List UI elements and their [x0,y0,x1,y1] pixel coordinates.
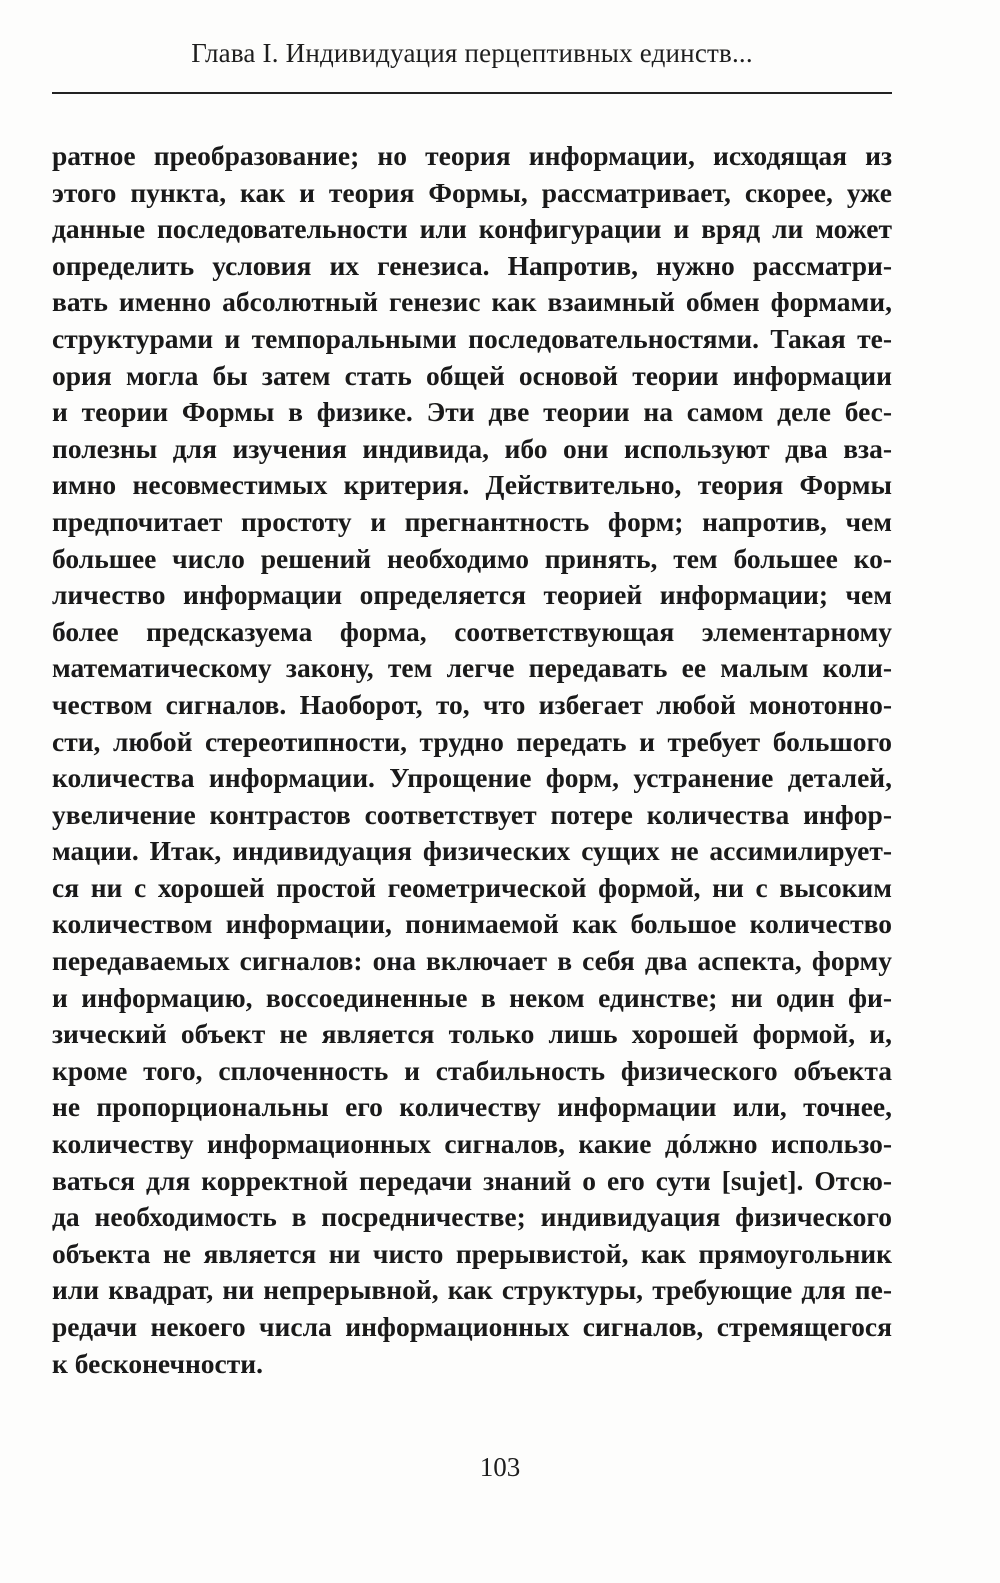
text-line: имно несовместимых критерия. Действительно, теория Формы [52,469,892,501]
text-line: к бесконечности. [52,1347,263,1379]
text-line: объекта не является ни чисто прерывистой, как прямоугольник [52,1237,892,1269]
text-line: более предсказуема форма, соответствующая элементарному [52,615,892,647]
text-line: не пропорциональны его количеству информации или, точнее, [52,1091,892,1123]
text-line: передаваемых сигналов: она включает в себя два аспекта, форму [52,945,892,977]
text-line: ратное преобразование; но теория информации, исходящая из [52,140,892,171]
text-line: структурами и темпоральными последовательностями. Такая те- [52,322,892,354]
running-title: Глава I. Индивидуация перцептивных единств... [191,38,753,68]
text-line: ория могла бы затем стать общей основой теории информации [52,359,892,391]
header-rule [52,92,892,94]
text-line: увеличение контрастов соответствует потере количества инфор- [52,798,892,830]
text-line: ся ни с хорошей простой геометрической формой, ни с высоким [52,871,892,903]
text-line: полезны для изучения индивида, ибо они используют два вза- [52,432,892,464]
text-line: предпочитает простоту и прегнантность форм; напротив, чем [52,505,892,537]
text-line: мации. Итак, индивидуация физических сущих не ассимилирует- [52,835,892,867]
text-line: или квадрат, ни непрерывной, как структуры, требующие для пе- [52,1274,892,1306]
text-line: определить условия их генезиса. Напротив, нужно рассматри- [52,249,892,281]
text-line: количества информации. Упрощение форм, устранение деталей, [52,762,892,794]
text-line: этого пункта, как и теория Формы, рассматривает, скорее, уже [52,176,892,208]
page-number: 103 [479,1452,521,1482]
text-line: данные последовательности или конфигурации и вряд ли может [52,213,892,245]
text-line: да необходимость в посредничестве; индивидуация физического [52,1201,892,1233]
text-line: ваться для корректной передачи знаний о его сути [sujet]. Отсю- [52,1164,892,1196]
text-line: чеством сигналов. Наоборот, то, что избегает любой монотонно- [52,688,892,720]
body-text [52,138,892,1382]
text-line: вать именно абсолютный генезис как взаимный обмен формами, [52,286,892,318]
text-line: и теории Формы в физике. Эти две теории на самом деле бес- [52,396,892,428]
text-line: количеством информации, понимаемой как большое количество [52,908,892,940]
text-line: сти, любой стереотипности, трудно передать и требует большого [52,725,892,757]
text-line: личество информации определяется теорией информации; чем [52,579,892,611]
text-line: и информацию, воссоединенные в неком единстве; ни один фи- [52,981,892,1013]
text-line: кроме того, сплоченность и стабильность физического объекта [52,1054,892,1086]
text-line: количеству информационных сигналов, какие дóлжно использо- [52,1128,892,1160]
text-line: зический объект не является только лишь хорошей формой, и, [52,1018,892,1050]
text-line: редачи некоего числа информационных сигналов, стремящегося [52,1311,892,1342]
text-line: большее число решений необходимо принять, тем большее ко- [52,542,892,574]
text-line: математическому закону, тем легче передавать ее малым коли- [52,652,892,684]
